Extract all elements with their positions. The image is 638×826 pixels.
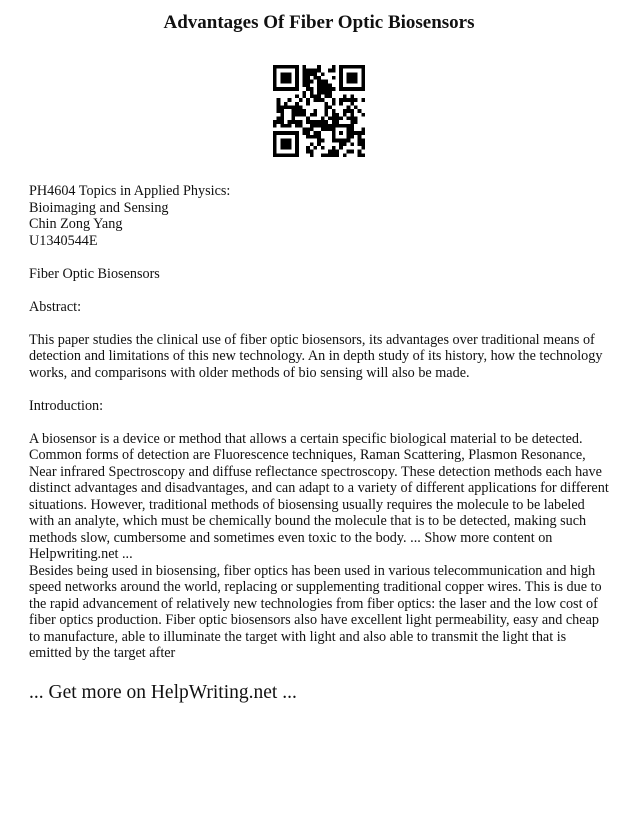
- paper-subtitle: Fiber Optic Biosensors: [29, 265, 160, 282]
- abstract-label: Abstract:: [29, 298, 82, 315]
- topic-line: Bioimaging and Sensing: [29, 199, 169, 216]
- introduction-label: Introduction:: [29, 397, 104, 414]
- abstract-paragraph: This paper studies the clinical use of fiber optic biosensors, its advantages over traditional means of detection and limitations of this new technology. An in depth study of its history, how the technology works, and comparisons with older methods of bio sensing will also be made.: [29, 331, 603, 381]
- get-more-link[interactable]: ... Get more on HelpWriting.net ...: [29, 682, 297, 703]
- author-line: Chin Zong Yang: [29, 216, 123, 232]
- qr-code-icon: [273, 65, 365, 157]
- introduction-paragraph: A biosensor is a device or method that allows a certain specific biological material to be detected. Common forms of detection are Fluorescence techniques, Raman Scattering, Plasmon Resonance, Near infrared Spectroscopy and diffuse reflectance spectroscopy. These detection methods each have distinct advantages and disadvantages, and can adapt to a variety of different applications for different situations. However, traditional methods of biosensing usually requires the molecule to be labeled with an analyte, which must be chemically bound the molecule that is to be detected, making such methods slow, cumbersome and sometimes even toxic to the body. ... Show more content on Helpwriting.net ...: [29, 430, 609, 562]
- page-title: Advantages Of Fiber Optic Biosensors: [163, 12, 475, 33]
- body-paragraph: Besides being used in biosensing, fiber optics has been used in various telecommunication and high speed networks around the world, replacing or supplementing traditional copper wires. This is due to the rapid advancement of relatively new technologies from fiber optics: the laser and the low cost of fiber optics production. Fiber optic biosensors also have excellent light permeability, easy and cheap to manufacture, able to illuminate the target with light and also able to transmit the light that is emitted by the target after: [29, 562, 602, 661]
- course-line: PH4604 Topics in Applied Physics:: [29, 183, 231, 199]
- student-id-line: U1340544E: [29, 232, 98, 249]
- document-body: [29, 183, 611, 662]
